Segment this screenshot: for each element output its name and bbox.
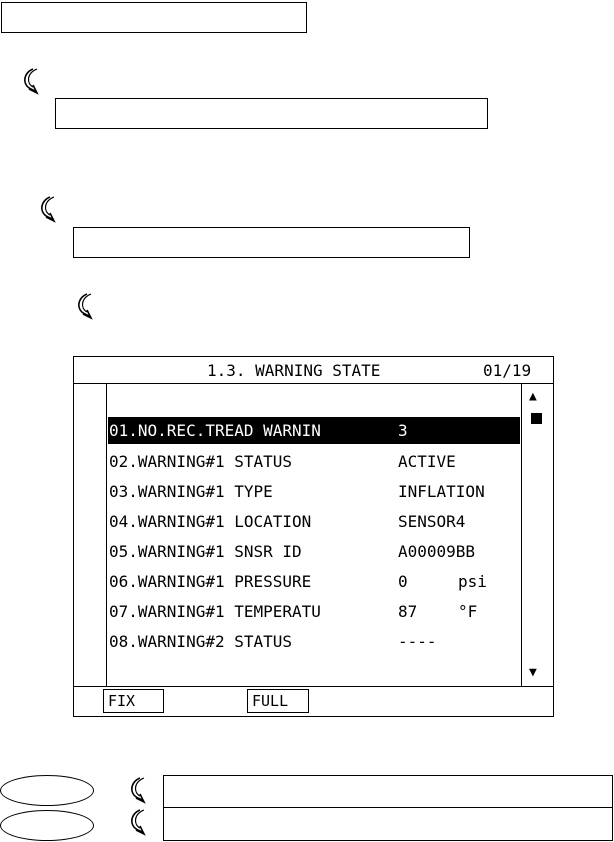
item-value: INFLATION (398, 482, 485, 501)
step-box-1 (1, 2, 307, 33)
item-label: 06.WARNING#1 PRESSURE (109, 572, 312, 591)
item-label: 04.WARNING#1 LOCATION (109, 512, 312, 531)
softkey-bar (74, 686, 553, 716)
legend-box-2 (163, 807, 613, 841)
curved-arrow-icon (36, 195, 60, 225)
scroll-thumb[interactable] (531, 413, 542, 424)
scroll-up-arrow-icon[interactable]: ▲ (529, 389, 537, 404)
item-value: A00009BB (398, 542, 476, 561)
item-label: 08.WARNING#2 STATUS (109, 632, 293, 651)
curved-arrow-icon (126, 808, 150, 838)
fix-button[interactable]: FIX (103, 689, 164, 713)
legend-oval-2 (0, 810, 94, 841)
item-value: 0 (398, 572, 408, 591)
full-button[interactable]: FULL (247, 689, 309, 713)
item-label: 02.WARNING#1 STATUS (109, 452, 293, 471)
item-label: 01.NO.REC.TREAD WARNIN (109, 421, 321, 440)
list-item[interactable] (108, 537, 520, 567)
legend-box-1 (163, 775, 613, 808)
curved-arrow-icon (73, 292, 97, 322)
item-value: ACTIVE (398, 452, 456, 471)
screen-title: 1.3. WARNING STATE (207, 361, 381, 380)
curved-arrow-icon (19, 67, 43, 97)
item-value: 87 (398, 602, 418, 621)
warning-list (108, 417, 520, 657)
step-box-2 (55, 98, 488, 129)
list-item[interactable] (108, 477, 520, 507)
list-item[interactable] (108, 567, 520, 597)
list-item[interactable] (108, 447, 520, 477)
warning-state-screen (73, 356, 554, 717)
step-box-3 (73, 227, 470, 258)
item-unit: °F (458, 602, 478, 621)
item-value: 3 (398, 421, 408, 440)
left-divider (106, 384, 107, 686)
scroll-down-arrow-icon[interactable]: ▼ (529, 665, 537, 680)
item-label: 03.WARNING#1 TYPE (109, 482, 273, 501)
item-value: ---- (398, 632, 437, 651)
item-label: 05.WARNING#1 SNSR ID (109, 542, 302, 561)
list-item[interactable] (108, 507, 520, 537)
list-item[interactable] (108, 417, 520, 444)
legend-oval-1 (0, 775, 94, 806)
item-value: SENSOR4 (398, 512, 466, 531)
item-unit: psi (458, 572, 487, 591)
curved-arrow-icon (126, 776, 150, 806)
page-counter: 01/19 (483, 361, 532, 380)
scrollbar-divider (521, 384, 522, 686)
item-label: 07.WARNING#1 TEMPERATU (109, 602, 321, 621)
list-item[interactable] (108, 597, 520, 627)
screen-title-bar (74, 357, 553, 384)
list-item[interactable] (108, 627, 520, 657)
